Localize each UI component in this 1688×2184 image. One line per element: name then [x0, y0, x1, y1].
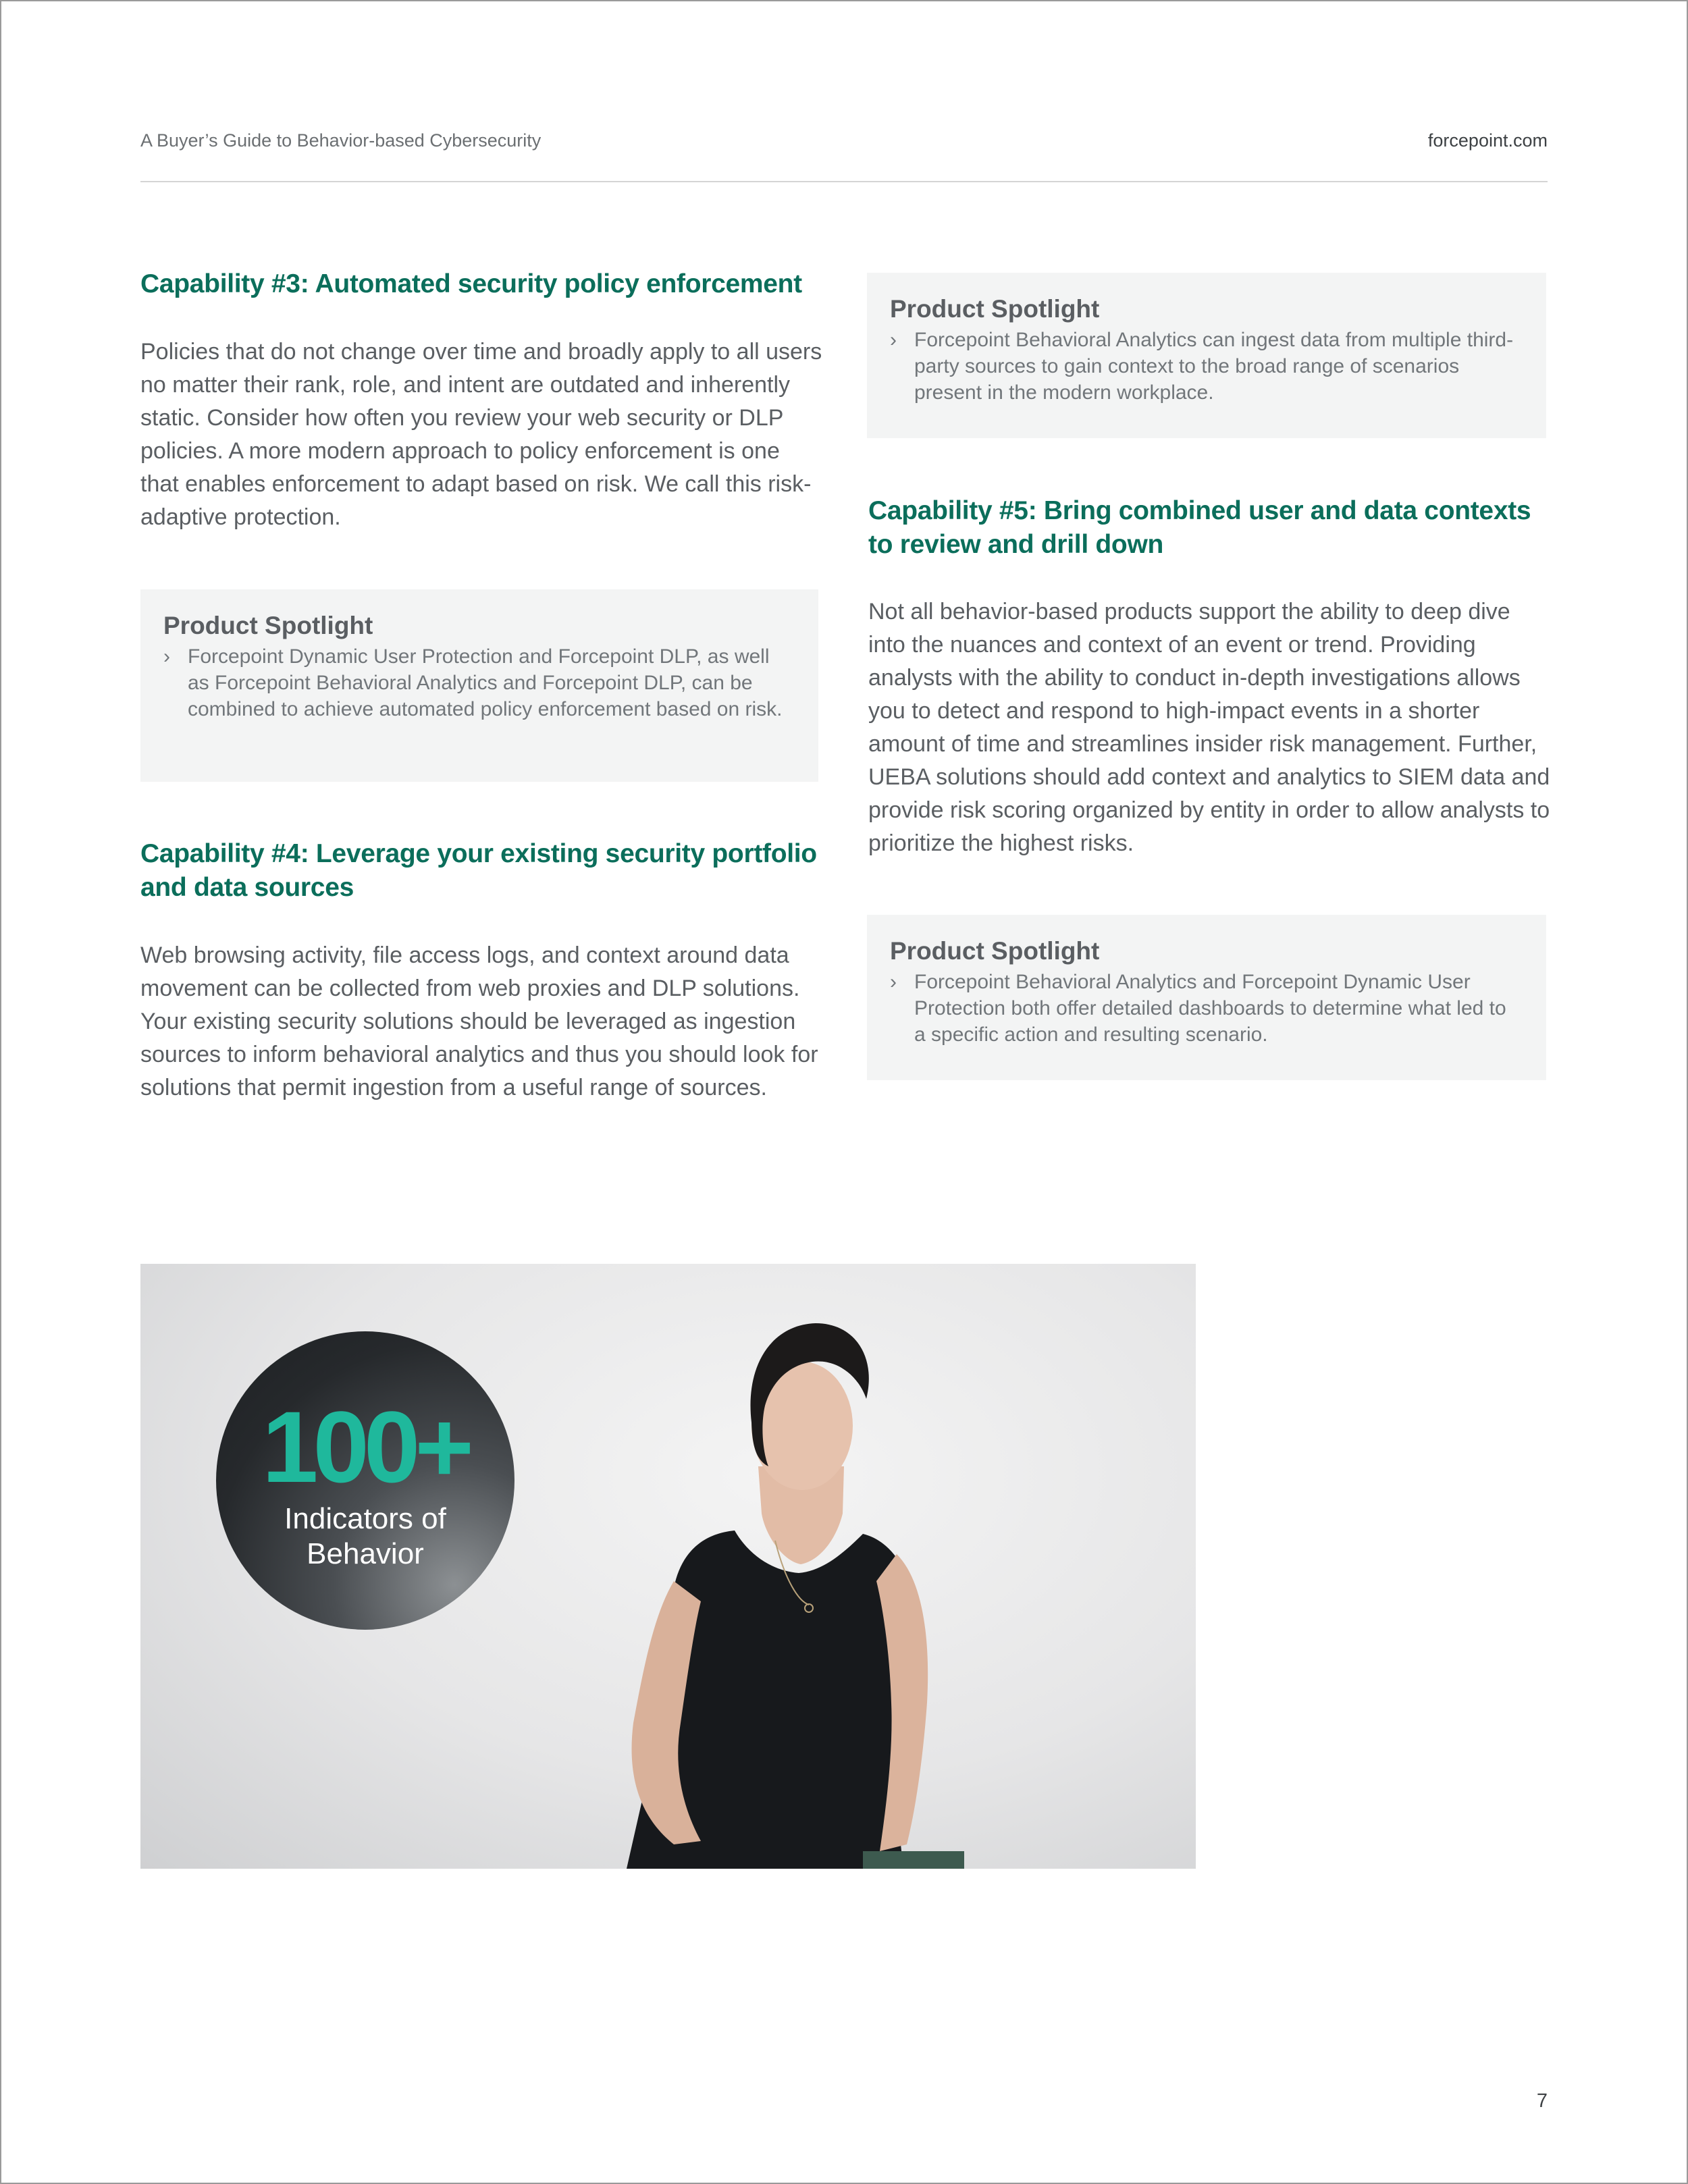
capability-3-body: Policies that do not change over time and broadly apply to all users no matter their rank, role, and intent are outdated and inherently static. Consider how often you review your web security or DLP policies. A more modern approach to policy enforcement is one that enables enforcement to adapt based on risk. We call this risk-adaptive protection. [140, 339, 822, 530]
product-spotlight-box [140, 589, 818, 782]
spotlight-text: Forcepoint Dynamic User Protection and Forcepoint DLP, as well as Forcepoint Behavioral Analytics and Forcepoint DLP, can be combined to achieve automated policy enforcement based on risk. [188, 645, 783, 720]
spotlight-text: Forcepoint Behavioral Analytics and Forcepoint Dynamic User Protection both offer detailed dashboards to determine what led to a specific action and resulting scenario. [914, 971, 1506, 1046]
capability-4-heading: Capability #4: Leverage your existing security portfolio and data sources [140, 839, 817, 902]
spotlight-title: Product Spotlight [163, 612, 373, 639]
chevron-right-icon: › [890, 329, 897, 351]
header-divider [140, 181, 1548, 182]
spotlight-item [163, 643, 794, 722]
chevron-right-icon: › [890, 971, 897, 993]
capability-5-body: Not all behavior-based products support the ability to deep dive into the nuances and context of an event or trend. Providing analysts with the ability to conduct in-depth investigations allows you to detect and respond to high-impact events in a shorter amount of time and streamlines insider risk management. Further, UEBA solutions should add context and analytics to SIEM data and provide risk scoring organized by entity in order to allow analysts to prioritize the highest risks. [868, 599, 1550, 856]
hero-photo [140, 1264, 1196, 1869]
capability-4-body: Web browsing activity, file access logs, and context around data movement can be collected from web proxies and DLP solutions. Your existing security solutions should be leveraged as ingestion sources to inform behavioral analytics and thus you should look for solutions that permit ingestion from a useful range of sources. [140, 942, 818, 1100]
spotlight-item [890, 327, 1522, 406]
stat-caption-line-1: Indicators of [284, 1502, 446, 1535]
spotlight-item [890, 969, 1522, 1048]
stat-number: 100+ [262, 1390, 469, 1503]
spotlight-text: Forcepoint Behavioral Analytics can ingest data from multiple third-party sources to gain context to the broad range of scenarios present in the modern workplace. [914, 329, 1514, 404]
capability-5-heading: Capability #5: Bring combined user and data contexts to review and drill down [868, 496, 1531, 559]
capability-3-heading: Capability #3: Automated security policy enforcement [140, 269, 802, 298]
stat-badge [216, 1331, 515, 1630]
spotlight-title: Product Spotlight [890, 295, 1100, 323]
stat-caption-line-2: Behavior [307, 1537, 424, 1570]
stat-caption [216, 1501, 515, 1572]
product-spotlight-box [867, 273, 1546, 438]
site-link[interactable]: forcepoint.com [1427, 130, 1548, 151]
product-spotlight-box [867, 915, 1546, 1080]
chevron-right-icon: › [163, 645, 170, 668]
document-title: A Buyer’s Guide to Behavior-based Cybersecurity [140, 130, 542, 151]
page-number: 7 [1536, 2090, 1548, 2112]
spotlight-title: Product Spotlight [890, 937, 1100, 965]
